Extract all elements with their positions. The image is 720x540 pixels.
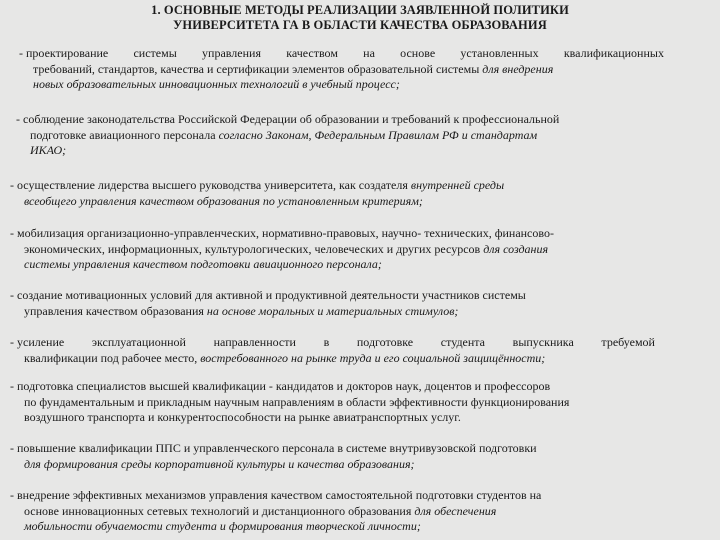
item-3-line-1: - осуществление лидерства высшего руководства университета, как создателя внутренней среды [10,178,505,192]
method-item-4 [10,226,664,273]
item-6-line-2: квалификации под рабочее место, востребованного на рынке труда и его социальной защищённости; [24,350,546,365]
item-6-line-1: - усиление эксплуатационной направленности в подготовке студента выпускника требуемой [10,335,655,349]
item-7-line-1: - подготовка специалистов высшей квалификации - кандидатов и докторов наук, доцентов и профессоров [10,379,551,393]
item-9-line-3: мобильности обучаемости студента и формирования творческой личности; [24,519,421,534]
method-item-2 [16,112,664,159]
title-line-2: УНИВЕРСИТЕТА ГА В ОБЛАСТИ КАЧЕСТВА ОБРАЗОВАНИЯ [173,18,547,32]
item-8-line-1: - повышение квалификации ППС и управленческого персонала в системе внутривузовской подготовки [10,441,537,455]
item-4-line-1: - мобилизация организационно-управленческих, нормативно-правовых, научно- технических, финансово- [10,226,554,240]
item-4-line-2: экономических, информационных, культурологических, человеческих и других ресурсов для создания [24,241,549,256]
method-item-1 [19,46,664,93]
page-title [100,3,620,33]
item-7-line-2: по фундаментальным и прикладным научным направлениям в области эффективности функционирования [24,394,570,409]
method-item-6 [10,335,655,366]
item-1-line-1: - проектирование системы управления качеством на основе установленных квалификационных [19,46,664,60]
item-8-line-2: для формирования среды корпоративной культуры и качества образования; [24,456,415,471]
method-item-9 [10,488,664,535]
item-9-line-1: - внедрение эффективных механизмов управления качеством самостоятельной подготовки студентов на [10,488,542,502]
item-2-line-1: - соблюдение законодательства Российской Федерации об образовании и требований к профессиональной [16,112,560,126]
item-5-line-2: управления качеством образования на основе моральных и материальных стимулов; [24,303,459,318]
method-item-8 [10,441,664,472]
method-item-5 [10,288,664,319]
title-line-1: 1. ОСНОВНЫЕ МЕТОДЫ РЕАЛИЗАЦИИ ЗАЯВЛЕННОЙ ПОЛИТИКИ [151,3,569,17]
item-7-line-3: воздушного транспорта и конкурентоспособности на рынке авиатранспортных услуг. [24,410,461,425]
item-9-line-2: основе инновационных сетевых технологий и дистанционного образования для обеспечения [24,503,497,518]
item-1-line-3: новых образовательных инновационных технологий в учебный процесс; [33,77,400,92]
item-1-line-2: требований, стандартов, качества и сертификации элементов образовательной системы для внедрения [33,61,554,76]
item-5-line-1: - создание мотивационных условий для активной и продуктивной деятельности участников системы [10,288,526,302]
item-2-line-2: подготовке авиационного персонала согласно Законам, Федеральным Правилам РФ и стандартам [30,127,538,142]
item-2-line-3: ИКАО; [30,143,67,158]
item-3-line-2: всеобщего управления качеством образования по установленным критериям; [24,193,423,208]
method-item-7 [10,379,670,426]
method-item-3 [10,178,664,209]
item-4-line-3: системы управления качеством подготовки авиационного персонала; [24,257,382,272]
